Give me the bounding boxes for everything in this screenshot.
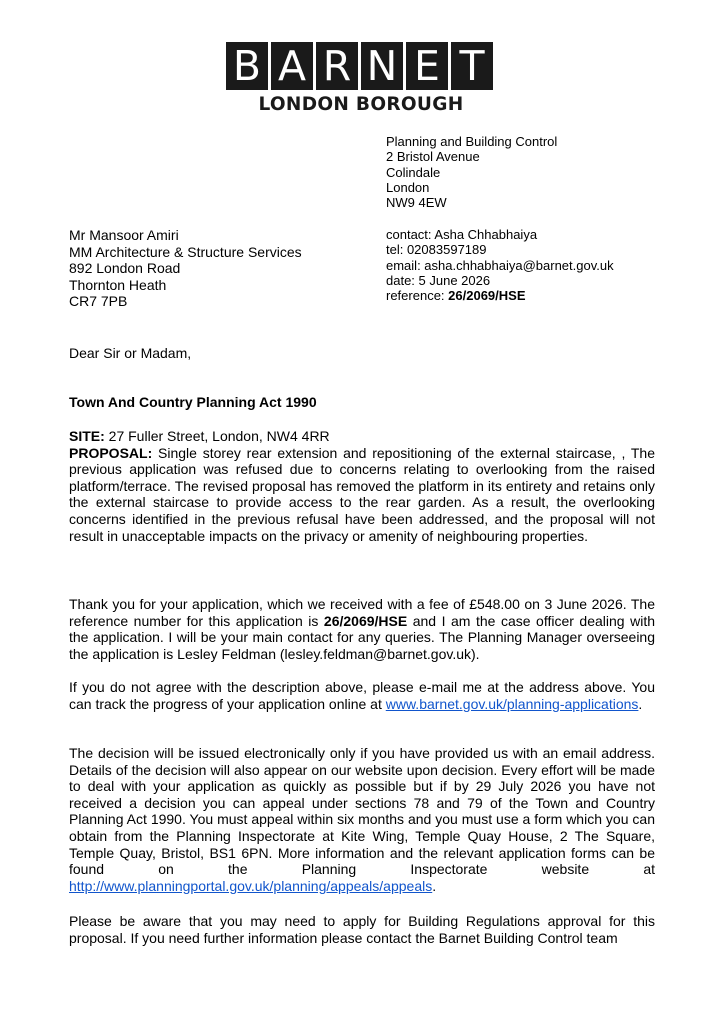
logo-letter-t: T <box>451 42 493 90</box>
office-address <box>386 134 557 210</box>
salutation: Dear Sir or Madam, <box>69 345 192 361</box>
barnet-logo <box>226 42 496 115</box>
para3-text-a: The decision will be issued electronically only if you have provided us with an email address. Details of the decision will also appear on our website upon decision. Every effort will be made to deal with your application as quickly as possible but if by 29 July 2026 you have not received a decision you can appeal under sections 78 and 79 of the Town and Country Planning Act 1990. You must appeal within six months and you must use a form which you can obtain from the Planning Inspectorate at Kite Wing, Temple Quay House, 2 The Square, Temple Quay, Bristol, BS1 6PN. More information and the relevant application forms can be found on the Planning Inspectorate website at <box>69 745 655 878</box>
track-progress-paragraph <box>69 679 655 712</box>
planning-portal-appeals-link[interactable]: http://www.planningportal.gov.uk/planning/appeals/appeals <box>69 877 433 894</box>
logo-letter-b: B <box>226 42 268 90</box>
site-value: 27 Fuller Street, London, NW4 4RR <box>104 428 330 444</box>
recipient-line: 892 London Road <box>69 260 181 277</box>
recipient-line: CR7 7PB <box>69 293 128 310</box>
logo-letter-n: N <box>361 42 403 90</box>
office-line: Planning and Building Control <box>386 134 558 149</box>
recipient-line: Thornton Heath <box>69 276 167 293</box>
application-received-paragraph <box>69 596 655 662</box>
para1-reference: 26/2069/HSE <box>323 612 408 629</box>
proposal-label: PROPOSAL: <box>69 444 153 461</box>
office-line: London <box>386 179 430 195</box>
contact-tel: tel: 02083597189 <box>386 242 487 258</box>
para2-text-a: If you do not agree with the description above, please e-mail me at the address above. You can track the progress of your application online at <box>69 679 655 712</box>
recipient-line: MM Architecture & Structure Services <box>69 243 302 260</box>
site-proposal-block <box>69 428 655 544</box>
proposal-paragraph <box>69 445 655 545</box>
para2-text-b: . <box>638 695 643 712</box>
site-line <box>69 428 655 445</box>
para1-text-b: and I am the case officer dealing with the application. I will be your main contact for any queries. The Planning Manager overseeing the application is Lesley Feldman (lesley.feldman@barnet.gov.uk). <box>69 612 655 662</box>
logo-letter-e: E <box>406 42 448 90</box>
contact-reference <box>386 288 614 303</box>
contact-date: date: 5 June 2026 <box>386 272 491 288</box>
reference-label: reference: <box>386 288 449 304</box>
logo-letter-a: A <box>271 42 313 90</box>
office-line: Colindale <box>386 164 441 180</box>
contact-name: contact: Asha Chhabhaiya <box>386 227 538 242</box>
logo-letter-r: R <box>316 42 358 90</box>
para1-text-a: Thank you for your application, which we received with a fee of £548.00 on 3 June 2026. The reference number for this application is <box>69 596 655 629</box>
office-line: NW9 4EW <box>386 195 447 211</box>
logo-letters <box>226 42 496 90</box>
office-line: 2 Bristol Avenue <box>386 149 480 165</box>
reference-value: 26/2069/HSE <box>448 288 526 304</box>
planning-applications-link[interactable]: www.barnet.gov.uk/planning-applications <box>385 695 639 712</box>
contact-email: email: asha.chhabhaiya@barnet.gov.uk <box>386 257 614 273</box>
logo-subtitle: LONDON BOROUGH <box>258 94 464 115</box>
site-label: SITE: <box>69 428 105 444</box>
proposal-text: Single storey rear extension and repositioning of the external staircase, , The previous application was refused due to concerns relating to overlooking from the raised platform/terrace. The revised proposal has removed the platform in its entirety and retains only the external staircase to provide access to the rear garden. As a result, the overlooking concerns identified in the previous refusal have been addressed, and the proposal will not result in unacceptable impacts on the privacy or amenity of neighbouring properties. <box>69 444 655 544</box>
decision-appeal-paragraph <box>69 745 655 894</box>
contact-details <box>386 227 614 303</box>
act-heading: Town And Country Planning Act 1990 <box>69 394 317 410</box>
para3-text-b: . <box>432 877 437 894</box>
recipient-line: Mr Mansoor Amiri <box>69 227 179 243</box>
building-regulations-paragraph: Please be aware that you may need to apply for Building Regulations approval for this proposal. If you need further information please contact the Barnet Building Control team <box>69 913 655 946</box>
recipient-address <box>69 227 302 310</box>
